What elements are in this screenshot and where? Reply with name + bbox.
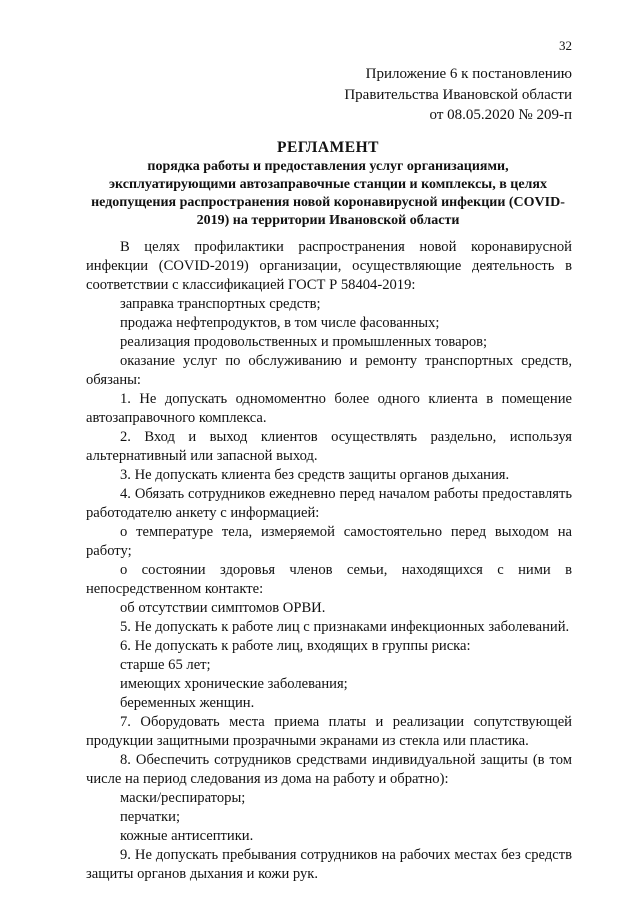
appendix-line-2: Правительства Ивановской области (344, 86, 572, 103)
appendix-line-1: Приложение 6 к постановлению (365, 66, 572, 82)
list-item-activity-1: заправка транспортных средств; (120, 296, 321, 312)
list-item-activity-2: продажа нефтепродуктов, в том числе фасованных; (120, 315, 440, 331)
rule-7: 7. Оборудовать места приема платы и реализации сопутствующей продукции защитными прозрачными экранами из стекла или пластика. (86, 714, 572, 749)
rule-4-item-2: о состоянии здоровья членов семьи, находящихся с ними в непосредственном контакте: (86, 562, 572, 597)
rule-8-item-3: кожные антисептики. (120, 828, 254, 844)
document-title-block (86, 138, 570, 230)
appendix-line-3: от 08.05.2020 № 209-п (429, 107, 572, 123)
paragraph-intro: В целях профилактики распространения новой коронавирусной инфекции (COVID-2019) организации, осуществляющие деятельность в соответствии с классификацией ГОСТ Р 58404-2019: (86, 239, 572, 293)
rule-6-item-2: имеющих хронические заболевания; (120, 676, 348, 692)
rule-6: 6. Не допускать к работе лиц, входящих в группы риска: (120, 638, 471, 654)
rule-6-item-3: беременных женщин. (120, 695, 255, 711)
rule-5: 5. Не допускать к работе лиц с признаками инфекционных заболеваний. (120, 619, 570, 635)
rule-3: 3. Не допускать клиента без средств защиты органов дыхания. (120, 467, 510, 483)
appendix-header (344, 64, 572, 126)
rule-4-item-3: об отсутствии симптомов ОРВИ. (120, 600, 326, 616)
rule-9: 9. Не допускать пребывания сотрудников на рабочих местах без средств защиты органов дыхания и кожи рук. (86, 847, 572, 882)
document-subtitle: порядка работы и предоставления услуг организациями, эксплуатирующими автозаправочные станции и комплексы, в целях недопущения распространения новой коронавирусной инфекции (COVID-2019) на территории Ивановской области (91, 159, 565, 228)
rule-4-item-1: о температуре тела, измеряемой самостоятельно перед выходом на работу; (86, 524, 572, 559)
rule-8-item-2: перчатки; (120, 809, 180, 825)
rule-4: 4. Обязать сотрудников ежедневно перед началом работы предоставлять работодателю анкету с информацией: (86, 486, 572, 521)
document-title: РЕГЛАМЕНТ (277, 139, 379, 156)
document-body (86, 238, 572, 884)
page-number: 32 (559, 38, 572, 53)
rule-2: 2. Вход и выход клиентов осуществлять раздельно, используя альтернативный или запасной выход. (86, 429, 572, 464)
rule-1: 1. Не допускать одномоментно более одного клиента в помещение автозаправочного комплекса. (86, 391, 572, 426)
list-item-activity-3: реализация продовольственных и промышленных товаров; (120, 334, 488, 350)
list-item-activity-4: оказание услуг по обслуживанию и ремонту транспортных средств, обязаны: (86, 353, 572, 388)
rule-8: 8. Обеспечить сотрудников средствами индивидуальной защиты (в том числе на период следования из дома на работу и обратно): (86, 752, 572, 787)
rule-6-item-1: старше 65 лет; (120, 657, 211, 673)
rule-8-item-1: маски/респираторы; (120, 790, 246, 806)
